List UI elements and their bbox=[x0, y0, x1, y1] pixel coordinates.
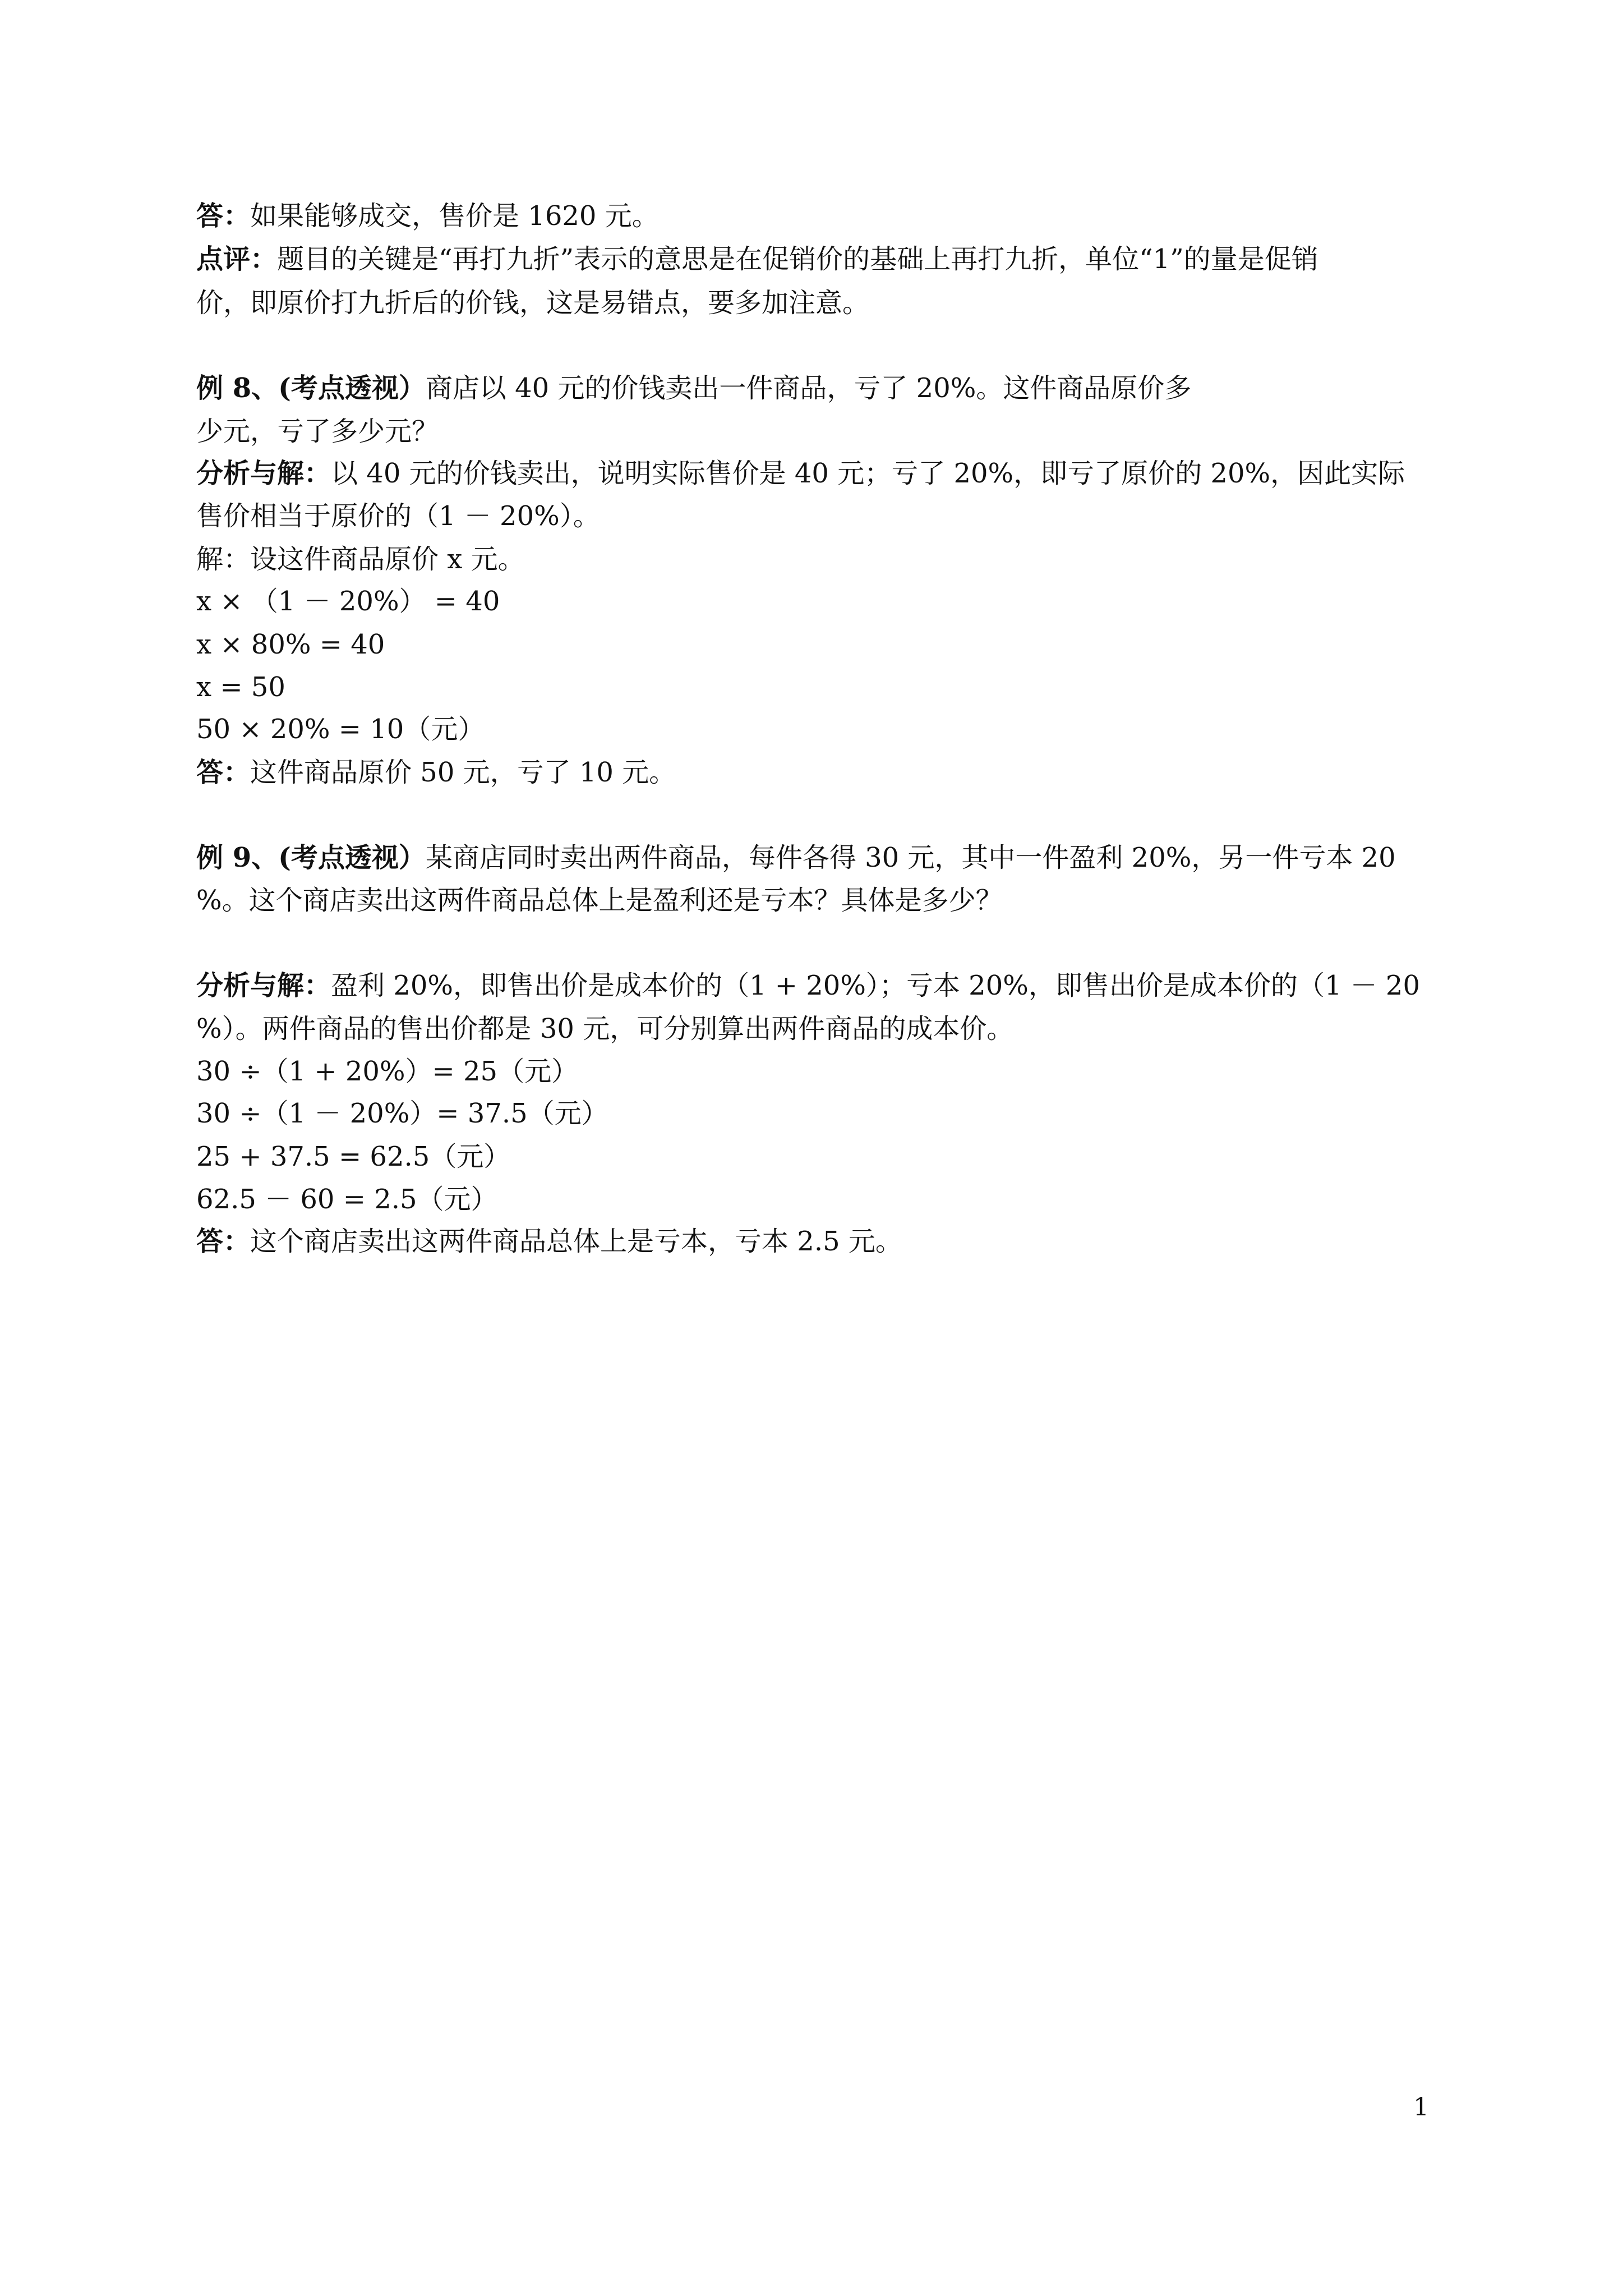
example-9-equation-1: 30 ÷（1 + 20%）= 25（元） bbox=[196, 1056, 579, 1087]
answer-label: 答： bbox=[196, 200, 251, 232]
example-8-analysis-2: 售价相当于原价的（1 － 20%）。 bbox=[196, 500, 600, 532]
example-8-question-1: 商店以 40 元的价钱卖出一件商品，亏了 20%。这件商品原价多 bbox=[425, 372, 1192, 404]
analysis-text: 以 40 元的价钱卖出，说明实际售价是 40 元；亏了 20%，即亏了原价的 20%，因此实际 bbox=[331, 458, 1405, 489]
example-9-analysis-1 bbox=[196, 968, 1420, 1004]
example-8-label: 例 8、(考点透视） bbox=[196, 372, 426, 404]
example-8-heading bbox=[196, 370, 1191, 406]
example-9-analysis-2: %）。两件商品的售出价都是 30 元，可分别算出两件商品的成本价。 bbox=[196, 1013, 1014, 1045]
example-8-solve: 解：设这件商品原价 x 元。 bbox=[196, 544, 525, 575]
comment-label: 点评： bbox=[196, 243, 278, 275]
answer-text: 这个商店卖出这两件商品总体上是亏本，亏本 2.5 元。 bbox=[250, 1226, 902, 1257]
example-9-question-1: 某商店同时卖出两件商品，每件各得 30 元，其中一件盈利 20%，另一件亏本 20 bbox=[425, 842, 1396, 873]
comment-text-1: 题目的关键是“再打九折”表示的意思是在促销价的基础上再打九折，单位“1”的量是促销 bbox=[277, 243, 1318, 275]
answer-label: 答： bbox=[196, 757, 251, 788]
analysis-label: 分析与解： bbox=[196, 970, 331, 1001]
example-8-equation-2: x × 80% = 40 bbox=[196, 629, 385, 660]
example-8-analysis-1 bbox=[196, 455, 1405, 491]
example-9-label: 例 9、(考点透视） bbox=[196, 842, 426, 873]
example-9-heading bbox=[196, 840, 1396, 876]
example-9-question-2: %。这个商店卖出这两件商品总体上是盈利还是亏本？具体是多少？ bbox=[196, 885, 1003, 916]
example-8-equation-3: x = 50 bbox=[196, 671, 285, 703]
comment-line-1 bbox=[196, 241, 1318, 277]
example-8-equation-4: 50 × 20% = 10（元） bbox=[196, 714, 485, 745]
analysis-label: 分析与解： bbox=[196, 458, 331, 489]
example-8-answer bbox=[196, 754, 676, 790]
answer-text: 这件商品原价 50 元，亏了 10 元。 bbox=[250, 757, 676, 788]
answer-label: 答： bbox=[196, 1226, 251, 1257]
example-9-equation-3: 25 + 37.5 = 62.5（元） bbox=[196, 1141, 511, 1172]
comment-line-2: 价，即原价打九折后的价钱，这是易错点，要多加注意。 bbox=[196, 287, 870, 319]
example-8-question-2: 少元，亏了多少元？ bbox=[196, 416, 439, 447]
answer-text: 如果能够成交，售价是 1620 元。 bbox=[250, 200, 659, 232]
example-9-answer bbox=[196, 1223, 902, 1259]
example-8-equation-1: x × （1 － 20%） = 40 bbox=[196, 586, 500, 617]
example-9-equation-4: 62.5 － 60 = 2.5（元） bbox=[196, 1184, 498, 1215]
answer-line bbox=[196, 198, 659, 234]
page-number: 1 bbox=[1413, 2093, 1429, 2122]
example-9-equation-2: 30 ÷（1 － 20%）= 37.5（元） bbox=[196, 1098, 608, 1129]
analysis-text: 盈利 20%，即售出价是成本价的（1 + 20%）；亏本 20%，即售出价是成本价的（1 － 20 bbox=[331, 970, 1421, 1001]
